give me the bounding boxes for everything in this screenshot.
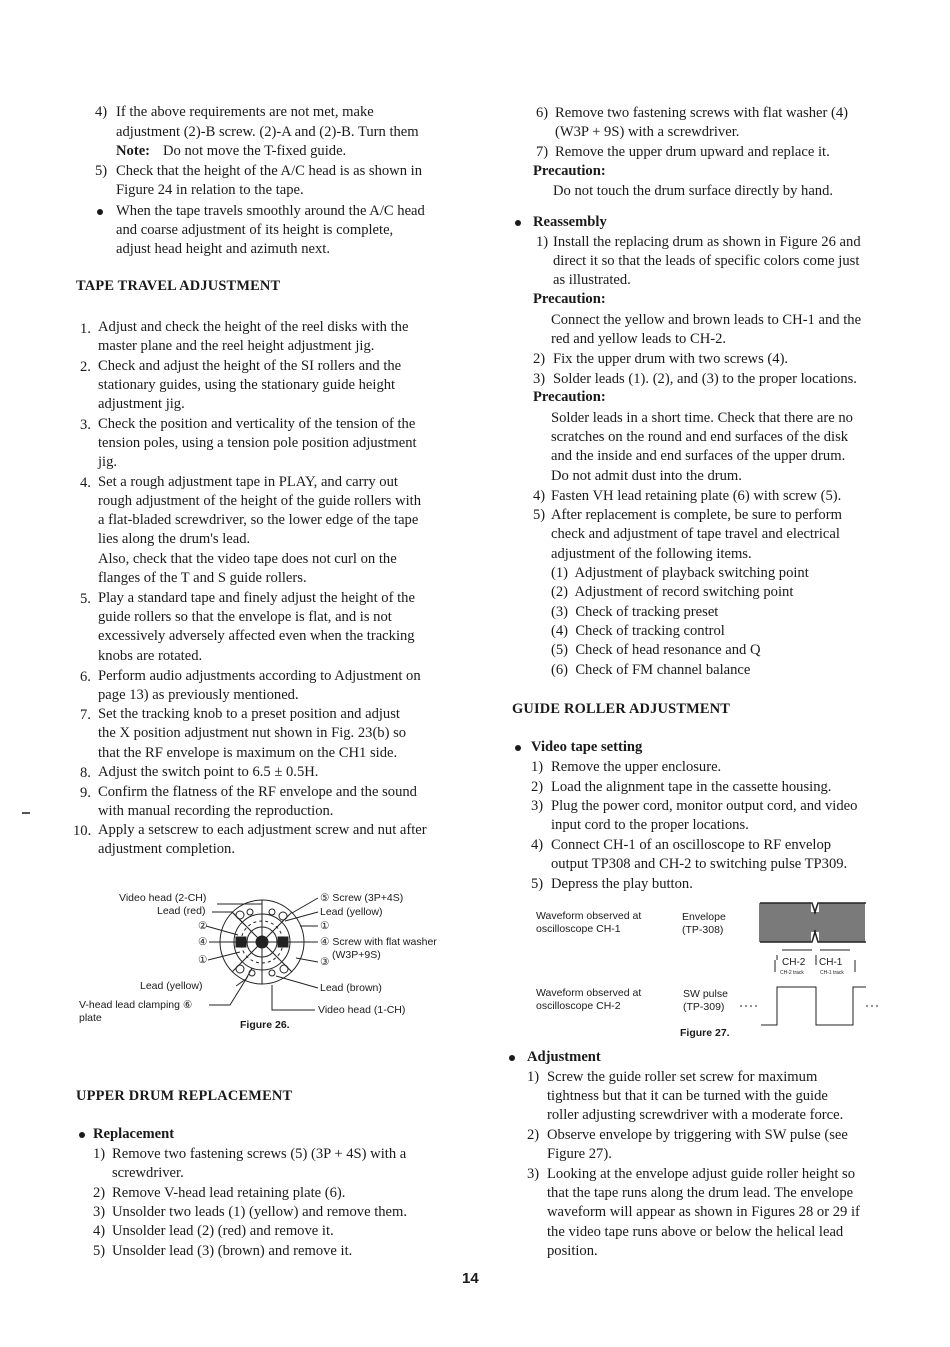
text-line: Depress the play button. [551,876,693,892]
list-number: 1. [80,321,91,337]
sublist-item: (2) Adjustment of record switching point [551,584,794,600]
sublist-item: (5) Check of head resonance and Q [551,642,761,658]
text-line: Plug the power cord, monitor output cord, and video [551,798,858,814]
text-line: direct it so that the leads of specific colors come just [553,253,860,269]
ch1-label: CH-1 [819,957,843,968]
text-line: Unsolder two leads (1) (yellow) and remove them. [112,1204,408,1220]
text-line: Install the replacing drum as shown in Figure 26 and [553,234,861,250]
text-line: excessively adversely affected even when the tracking [98,628,415,644]
sublist-item: (3) Check of tracking preset [551,604,719,620]
text-line: page 13) as previously mentioned. [98,687,299,703]
figure-label: ③ [320,956,330,968]
figure-caption: Figure 27. [680,1027,730,1039]
list-number: 4) [531,837,544,853]
list-number: 5. [80,591,91,607]
list-number: 5) [95,163,108,179]
text-line: Check that the height of the A/C head is as shown in [116,163,423,179]
text-line: Solder leads in a short time. Check that there are no [551,410,853,426]
text-line: Also, check that the video tape does not curl on the [98,551,397,567]
figure-label: Video head (1-CH) [318,1004,406,1016]
figure-label: ⑤ Screw (3P+4S) [320,892,404,904]
text-line: that the tape runs along the drum lead. The envelope [547,1185,854,1201]
figure-label: oscilloscope CH-2 [536,1000,621,1012]
text-line: guide rollers so that the envelope is flat, and is not [98,609,392,625]
figure-label: Lead (yellow) [140,980,203,992]
text-line: lies along the drum's lead. [98,531,251,547]
text-line: stationary guides, using the stationary guide height [98,377,396,393]
figure-label: SW pulse [683,988,728,1000]
list-number: 2. [80,359,91,375]
text-line: and coarse adjustment of its height is complete, [116,222,394,238]
figure-label: (TP-308) [682,924,724,936]
list-number: 5) [93,1243,106,1259]
figure-label: V-head lead clamping ⑥ [79,999,193,1011]
text-line: Connect CH-1 of an oscilloscope to RF envelop [551,837,832,853]
figure-label: Waveform observed at [536,910,642,922]
bullet [509,1055,515,1061]
text-line: Set the tracking knob to a preset position and adjust [98,706,400,722]
text-line: Unsolder lead (2) (red) and remove it. [112,1223,334,1239]
list-number: 1) [536,234,549,250]
text-line: adjust head height and azimuth next. [116,241,330,257]
text-line: roller adjusting screwdriver with a moderate force. [547,1107,844,1123]
list-number: 4) [533,488,546,504]
figure-label: ④ [198,936,208,948]
text-line: Check the position and verticality of the tension of the [98,416,416,432]
section-heading: UPPER DRUM REPLACEMENT [76,1088,293,1104]
figure-label: oscilloscope CH-1 [536,923,621,935]
text-line: with manual recording the reproduction. [98,803,334,819]
figure-label: Waveform observed at [536,987,642,999]
text-line: tension poles, using a tension pole position adjustment [98,435,417,451]
list-number: 4) [95,104,108,120]
figure-label: plate [79,1012,102,1024]
list-number: 7. [80,707,91,723]
text-line: the X position adjustment nut shown in Fig. 23(b) so [98,725,407,741]
text-line: Play a standard tape and finely adjust the height of the [98,590,415,606]
figure-label: Envelope [682,911,726,923]
text-line: the video tape runs above or below the helical lead [547,1224,844,1240]
precaution-label: Precaution: [533,389,606,405]
subheading: Replacement [93,1126,175,1142]
text-line: screwdriver. [112,1165,184,1181]
figure-label: Lead (brown) [320,982,382,994]
text-line: If the above requirements are not met, make [116,104,374,120]
text-line: Fasten VH lead retaining plate (6) with screw (5). [551,488,842,504]
text-line: rough adjustment of the height of the guide rollers with [98,493,422,509]
list-number: 4) [93,1223,106,1239]
text-line: Load the alignment tape in the cassette housing. [551,779,832,795]
list-number: 7) [536,144,549,160]
list-number: 8. [80,765,91,781]
text-line: master plane and the reel height adjustment jig. [98,338,375,354]
list-number: 4. [80,475,91,491]
text-line: jig. [98,454,118,470]
figure-label: ① [320,920,330,932]
text-line: Do not admit dust into the drum. [551,468,742,484]
figure-label: ① [198,954,208,966]
text-line: red and yellow leads to CH-2. [551,331,727,347]
text-line: and the inside and end surfaces of the upper drum. [551,448,846,464]
list-number: 3. [80,417,91,433]
section-heading: GUIDE ROLLER ADJUSTMENT [512,701,731,717]
sublist-item: (6) Check of FM channel balance [551,662,751,678]
envelope-waveform [760,903,866,942]
list-number: 6) [536,105,549,121]
list-number: 2) [533,351,546,367]
list-number: 1) [531,759,544,775]
list-number: 5) [533,507,546,523]
text-line: that the RF envelope is maximum on the CH1 side. [98,745,398,761]
sw-pulse-waveform [740,950,880,1025]
figure-label: ④ Screw with flat washer [320,936,437,948]
list-number: 2) [531,779,544,795]
text-line: Adjust and check the height of the reel disks with the [98,319,409,335]
text-line: output TP308 and CH-2 to switching pulse TP309. [551,856,848,872]
text-line: Remove V-head lead retaining plate (6). [112,1185,346,1201]
list-number: 9. [80,785,91,801]
list-number: 3) [527,1166,540,1182]
sublist-item: (1) Adjustment of playback switching point [551,565,809,581]
figure-caption: Figure 26. [240,1019,290,1031]
text-line: Looking at the envelope adjust guide roller height so [547,1166,856,1182]
text-line: Remove two fastening screws (5) (3P + 4S) with a [112,1146,407,1162]
section-heading: TAPE TRAVEL ADJUSTMENT [76,278,281,294]
text-line: input cord to the proper locations. [551,817,749,833]
text-line: Confirm the flatness of the RF envelope and the sound [98,784,417,800]
text-line: knobs are rotated. [98,648,203,664]
figure-label: Lead (yellow) [320,906,383,918]
text-line: Check and adjust the height of the SI rollers and the [98,358,402,374]
text-line: waveform will appear as shown in Figures 28 or 29 if [547,1204,860,1220]
text-line: tightness but that it can be turned with the guide [547,1088,828,1104]
subheading: Video tape setting [531,739,643,755]
note-text: Do not move the T-fixed guide. [163,143,347,159]
text-line: Connect the yellow and brown leads to CH-1 and the [551,312,862,328]
text-line: Screw the guide roller set screw for maximum [547,1069,818,1085]
list-number: 3) [531,798,544,814]
text-line: flanges of the T and S guide rollers. [98,570,307,586]
text-line: Fix the upper drum with two screws (4). [553,351,789,367]
sublist-item: (4) Check of tracking control [551,623,725,639]
figure-label: (W3P+9S) [332,949,381,961]
text-line: adjustment jig. [98,396,185,412]
figure-label: ② [198,920,208,932]
text-line: After replacement is complete, be sure to perform [551,507,842,523]
list-number: 3) [533,371,546,387]
precaution-label: Precaution: [533,163,606,179]
text-line: adjustment of the following items. [551,546,752,562]
text-line: Remove two fastening screws with flat washer (4) [555,105,849,121]
precaution-label: Precaution: [533,291,606,307]
figure-label: (TP-309) [683,1001,725,1013]
text-line: position. [547,1243,598,1259]
text-line: scratches on the round and end surfaces of the disk [551,429,849,445]
list-number: 5) [531,876,544,892]
figure-label: Lead (red) [157,905,206,917]
text-line: Observe envelope by triggering with SW pulse (see [547,1127,848,1143]
list-number: 3) [93,1204,106,1220]
list-number: 2) [93,1185,106,1201]
text-line: Set a rough adjustment tape in PLAY, and carry out [98,474,398,490]
list-number: 2) [527,1127,540,1143]
text-line: Perform audio adjustments according to Adjustment on [98,668,421,684]
list-number: 6. [80,669,91,685]
list-number: 1) [93,1146,106,1162]
list-number: 10. [73,823,92,839]
text-line: adjustment (2)-B screw. (2)-A and (2)-B. Turn them [116,124,419,140]
text-line: (W3P + 9S) with a screwdriver. [555,124,740,140]
subheading: Adjustment [527,1049,601,1065]
ch2-track-label: CH-2 track [780,970,804,976]
text-line: Adjust the switch point to 6.5 ± 0.5H. [98,764,319,780]
note-label: Note: [116,143,151,159]
text-line: Remove the upper enclosure. [551,759,722,775]
ch2-label: CH-2 [782,957,806,968]
text-line: Figure 27). [547,1146,612,1162]
text-line: Remove the upper drum upward and replace it. [555,144,830,160]
text-line: Do not touch the drum surface directly by hand. [553,183,834,199]
text-line: a flat-bladed screwdriver, so the lower edge of the tape [98,512,419,528]
text-line: adjustment completion. [98,841,235,857]
text-line: When the tape travels smoothly around the A/C head [116,203,425,219]
text-line: Solder leads (1). (2), and (3) to the proper locations. [553,371,857,387]
list-number: 1) [527,1069,540,1085]
figure-label: Video head (2-CH) [119,892,207,904]
text-line: check and adjustment of tape travel and electrical [551,526,840,542]
page-number: 14 [462,1270,479,1287]
text-line: Figure 24 in relation to the tape. [116,182,304,198]
text-line: as illustrated. [553,272,631,288]
text-line: Unsolder lead (3) (brown) and remove it. [112,1243,353,1259]
subheading: Reassembly [533,214,607,230]
ch1-track-label: CH-1 track [820,970,844,976]
text-line: Apply a setscrew to each adjustment screw and nut after [98,822,427,838]
